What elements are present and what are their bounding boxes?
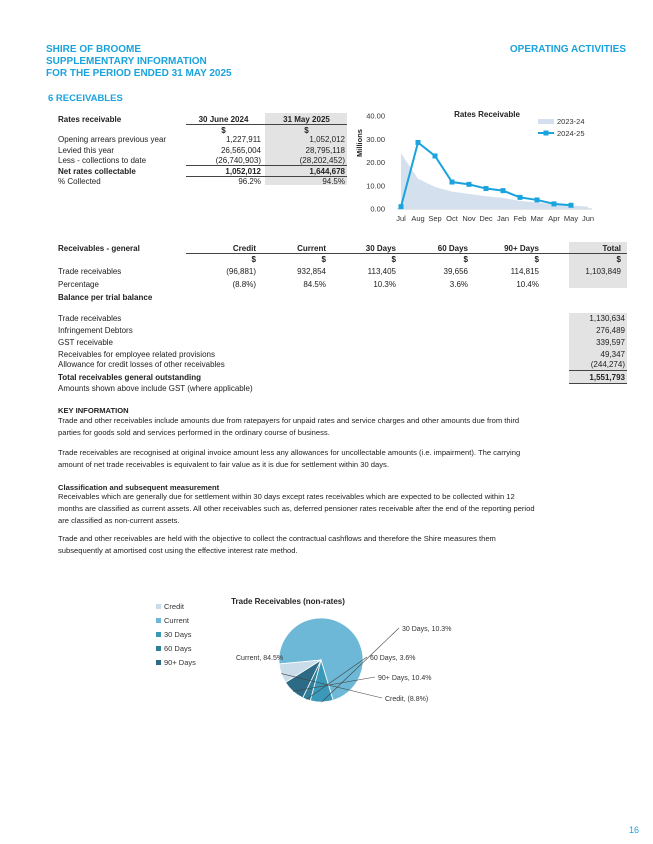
general-col-header: Credit	[232, 244, 256, 253]
rates-chart-ytick: 30.00	[366, 134, 385, 144]
pie-legend-swatch	[156, 660, 161, 665]
percentage-row-value: (8.8%)	[232, 280, 256, 289]
percentage-row-value: 3.6%	[449, 280, 468, 289]
rates-chart-point-2024-25	[467, 182, 472, 187]
rates-chart-ytick: 10.00	[366, 181, 385, 191]
rates-row-value-2025: (28,202,452)	[299, 156, 345, 165]
rates-row-label: Net rates collectable	[58, 166, 136, 176]
org-name: SHIRE OF BROOME	[46, 44, 142, 55]
pie-label: 30 Days, 10.3%	[402, 626, 452, 633]
rates-row-value-2024: 26,565,004	[220, 145, 261, 155]
balance-row-value: 339,597	[596, 338, 625, 347]
trade-row-value: 113,405	[367, 267, 396, 276]
balance-row-label: Trade receivables	[58, 314, 122, 323]
percentage-row-value: 10.4%	[516, 280, 539, 289]
rates-chart-xtick: Jan	[496, 214, 510, 223]
trade-row-value: 1,103,849	[585, 267, 621, 276]
pie-label: 90+ Days, 10.4%	[378, 675, 432, 682]
rates-col-header-2: 31 May 2025	[283, 115, 330, 124]
balance-row-value: (244,274)	[590, 360, 625, 369]
pie-legend-swatch	[156, 632, 161, 637]
rates-chart-point-2024-25	[518, 195, 523, 200]
pie-label: Current, 84.5%	[236, 655, 284, 662]
rates-chart-area-2023-24	[401, 153, 588, 209]
rates-col-header-1: 30 June 2024	[198, 115, 249, 124]
pie-legend-label: 30 Days	[164, 630, 192, 639]
percentage-row-value: 84.5%	[303, 280, 326, 289]
section-title: 6 RECEIVABLES	[48, 93, 123, 104]
trade-row-value: (96,881)	[226, 267, 256, 276]
legend-label-2024-25: 2024-25	[557, 129, 585, 138]
key-info-title: KEY INFORMATION	[58, 406, 129, 415]
key-info-paragraph-2: Trade receivables are recognised at original invoice amount less any allowances for uncollectable amounts (i.e. impairment). The carrying amount of net trade receivables is equivalent to fair value as it is due for settlement within 30 days.	[58, 448, 521, 469]
pie-legend-label: 60 Days	[164, 644, 192, 653]
page-number: 16	[628, 825, 639, 835]
rates-row-label: Less - collections to date	[58, 156, 147, 165]
pie-chart-title: Trade Receivables (non-rates)	[231, 597, 345, 606]
rates-chart-xtick: Nov	[462, 214, 476, 223]
balance-row-label: GST receivable	[58, 338, 113, 347]
general-col-header: 30 Days	[365, 244, 396, 253]
rates-chart-title: Rates Receivable	[454, 110, 520, 119]
trade-row-label: Trade receivables	[58, 267, 122, 276]
legend-swatch-2024-25	[544, 131, 549, 136]
rates-row-value-2025: 28,795,118	[305, 145, 345, 155]
rates-chart-xtick: Sep	[428, 214, 442, 223]
rates-row-value-2024: 1,052,012	[225, 166, 261, 176]
rates-chart-point-2024-25	[569, 203, 574, 208]
rates-chart-ylabel: Millions	[355, 129, 364, 157]
trade-receivables-pie-chart	[140, 592, 480, 712]
rates-chart-series-2023-24	[401, 153, 588, 209]
general-col-unit: $	[251, 255, 256, 264]
general-table-title: Receivables - general	[58, 244, 140, 253]
key-info-paragraph-1: Trade and other receivables include amounts due from ratepayers for unpaid rates and service charges and other amounts due from third parties for goods sold and services performed in the ordinary course of business.	[58, 416, 520, 437]
header-block	[46, 44, 232, 80]
rates-chart-point-2024-25	[450, 180, 455, 185]
rates-chart-xtick: Aug	[411, 214, 425, 223]
pie-legend-swatch	[156, 604, 161, 609]
rates-chart-point-2024-25	[433, 153, 438, 158]
general-col-header: Current	[297, 244, 326, 253]
rates-chart-xtick: Feb	[513, 214, 527, 223]
rates-chart-xtick: Jul	[396, 214, 406, 223]
balance-row-value: 276,489	[596, 326, 625, 335]
trade-row-value: 39,656	[443, 267, 468, 276]
rates-chart-ytick: 40.00	[366, 111, 385, 121]
balance-row-value: 1,130,634	[589, 314, 625, 323]
pie-chart-legend	[156, 602, 196, 667]
rates-chart-xtick: Oct	[446, 214, 458, 223]
rates-chart-point-2024-25	[416, 140, 421, 145]
general-col-header: 90+ Days	[504, 244, 539, 253]
key-info-paragraph-3: Receivables which are generally due for settlement within 30 days except rates receivables which are expected to be collected within 12 months are classified as current assets. All other receivables such as, deferred pensioner rates receivable after the end of the reporting period are classified as non-current assets.	[58, 492, 535, 525]
rates-chart-legend	[538, 117, 585, 138]
rates-row-value-2025: 94.5%	[322, 177, 345, 186]
rates-chart-point-2024-25	[399, 204, 404, 209]
balance-row-label: Infringement Debtors	[58, 326, 133, 335]
rates-row-value-2024: 96.2%	[238, 177, 261, 186]
general-col-unit: $	[463, 255, 468, 264]
percentage-row-value: 10.3%	[373, 280, 396, 289]
pie-label: 60 Days, 3.6%	[370, 655, 416, 662]
gst-note: Amounts shown above include GST (where applicable)	[58, 384, 253, 393]
rates-chart-x-axis	[396, 214, 594, 223]
classification-title: Classification and subsequent measurement	[58, 483, 220, 492]
rates-chart-point-2024-25	[484, 186, 489, 191]
pie-label: Credit, (8.8%)	[385, 696, 429, 703]
pie-legend-label: 90+ Days	[164, 658, 196, 667]
general-col-header: 60 Days	[437, 244, 468, 253]
balance-row-label: Allowance for credit losses of other receivables	[58, 360, 225, 369]
header-period: FOR THE PERIOD ENDED 31 MAY 2025	[46, 68, 232, 79]
rates-chart-xtick: Apr	[548, 214, 560, 223]
key-info-paragraph-4: Trade and other receivables are held with the objective to collect the contractual cashflows and therefore the Shire measures them subsequently at amortised cost using the effective interest rate method.	[58, 534, 496, 555]
percentage-row-label: Percentage	[58, 280, 99, 289]
general-col-unit: $	[616, 255, 621, 264]
general-col-unit: $	[321, 255, 326, 264]
general-col-unit: $	[391, 255, 396, 264]
rates-row-value-2025: 1,052,012	[309, 135, 345, 144]
header-subtitle: SUPPLEMENTARY INFORMATION	[46, 56, 207, 67]
rates-row-value-2024: 1,227,911	[226, 135, 261, 144]
rates-chart-ytick: 0.00	[370, 204, 385, 214]
trade-row-value: 114,815	[510, 267, 539, 276]
rates-row-label: Levied this year	[58, 145, 115, 155]
rates-unit-2: $	[304, 126, 309, 135]
total-label: Total receivables general outstanding	[58, 373, 201, 382]
rates-chart-xtick: Mar	[530, 214, 544, 223]
rates-row-value-2025: 1,644,678	[309, 166, 345, 176]
rates-chart-xtick: Dec	[479, 214, 493, 223]
rates-chart-point-2024-25	[501, 188, 506, 193]
pie-legend-swatch	[156, 646, 161, 651]
total-value: 1,551,793	[589, 373, 625, 382]
header-section-label: OPERATING ACTIVITIES	[509, 44, 626, 55]
balance-title: Balance per trial balance	[58, 293, 153, 302]
rates-chart-point-2024-25	[552, 201, 557, 206]
rates-row-value-2024: (26,740,903)	[215, 156, 261, 165]
rates-chart-point-2024-25	[535, 197, 540, 202]
rates-chart-xtick: Jun	[581, 214, 595, 223]
rates-unit-1: $	[221, 126, 226, 135]
general-col-unit: $	[534, 255, 539, 264]
rates-chart-ytick: 20.00	[366, 158, 385, 167]
balance-row-value: 49,347	[600, 350, 625, 359]
pie-legend-swatch	[156, 618, 161, 623]
balance-row-label: Receivables for employee related provisions	[58, 350, 215, 359]
rates-chart-xtick: May	[563, 214, 579, 223]
legend-label-2023-24: 2023-24	[557, 117, 585, 126]
general-col-header: Total	[602, 244, 621, 253]
rates-row-label: % Collected	[58, 177, 101, 186]
trade-row-value: 932,854	[297, 267, 326, 276]
pie-legend-label: Credit	[164, 602, 185, 611]
rates-row-label: Opening arrears previous year	[58, 135, 167, 144]
legend-swatch-2023-24	[538, 119, 554, 124]
rates-receivable-chart	[355, 106, 607, 228]
rates-table-title: Rates receivable	[58, 115, 122, 124]
pie-legend-label: Current	[164, 616, 190, 625]
